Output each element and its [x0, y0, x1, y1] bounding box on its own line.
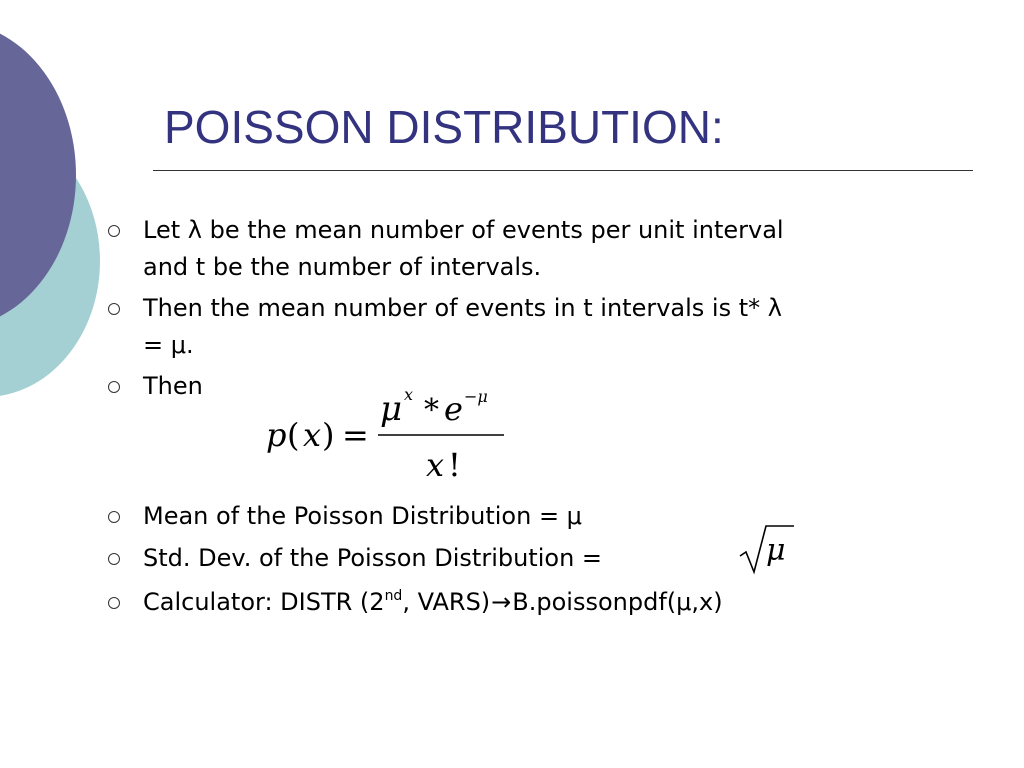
formula-open-paren: (: [287, 416, 300, 454]
formula-mu: μ: [380, 389, 403, 429]
sqrt-radicand-mu: μ: [766, 533, 786, 568]
formula-e: e: [444, 390, 463, 428]
title-underline: [153, 170, 973, 171]
hollow-circle-bullet-icon: [108, 597, 120, 609]
hollow-circle-bullet-icon: [108, 303, 120, 315]
formula-equals: =: [342, 416, 369, 454]
formula-exponent-neg-mu: −μ: [464, 387, 488, 406]
formula-denominator-x: x: [426, 446, 445, 484]
calculator-text-middle: , VARS): [402, 588, 491, 616]
superscript-nd: nd: [384, 588, 403, 604]
formula-factorial: !: [448, 446, 461, 484]
calculator-text-prefix: Calculator: DISTR (2: [143, 588, 385, 616]
hollow-circle-bullet-icon: [108, 511, 120, 523]
formula-star: *: [424, 393, 439, 428]
formula-p: p: [266, 416, 287, 454]
bullet-text-line: [143, 584, 723, 625]
bullet-text-line: and t be the number of intervals.: [143, 253, 542, 281]
bullet-text-line: = μ.: [143, 331, 194, 359]
bullet-text-line: Then: [143, 372, 203, 400]
formula-exponent-x: x: [404, 385, 414, 404]
formula-x: x: [303, 416, 322, 454]
hollow-circle-bullet-icon: [108, 225, 120, 237]
bullet-text-line: Std. Dev. of the Poisson Distribution =: [143, 544, 603, 572]
sqrt-mu-formula: [738, 522, 798, 578]
hollow-circle-bullet-icon: [108, 553, 120, 565]
bullet-text-line: Let λ be the mean number of events per unit interval: [143, 216, 784, 244]
bullet-text-line: Then the mean number of events in t intervals is t* λ: [143, 294, 782, 322]
slide-title: POISSON DISTRIBUTION:: [164, 101, 724, 153]
hollow-circle-bullet-icon: [108, 381, 120, 393]
calculator-text-suffix: B.poissonpdf(μ,x): [512, 588, 723, 616]
right-arrow-icon: →: [491, 588, 512, 616]
poisson-formula: [258, 380, 518, 490]
formula-close-paren: ): [322, 416, 335, 454]
bullet-text-line: Mean of the Poisson Distribution = μ: [143, 502, 582, 530]
